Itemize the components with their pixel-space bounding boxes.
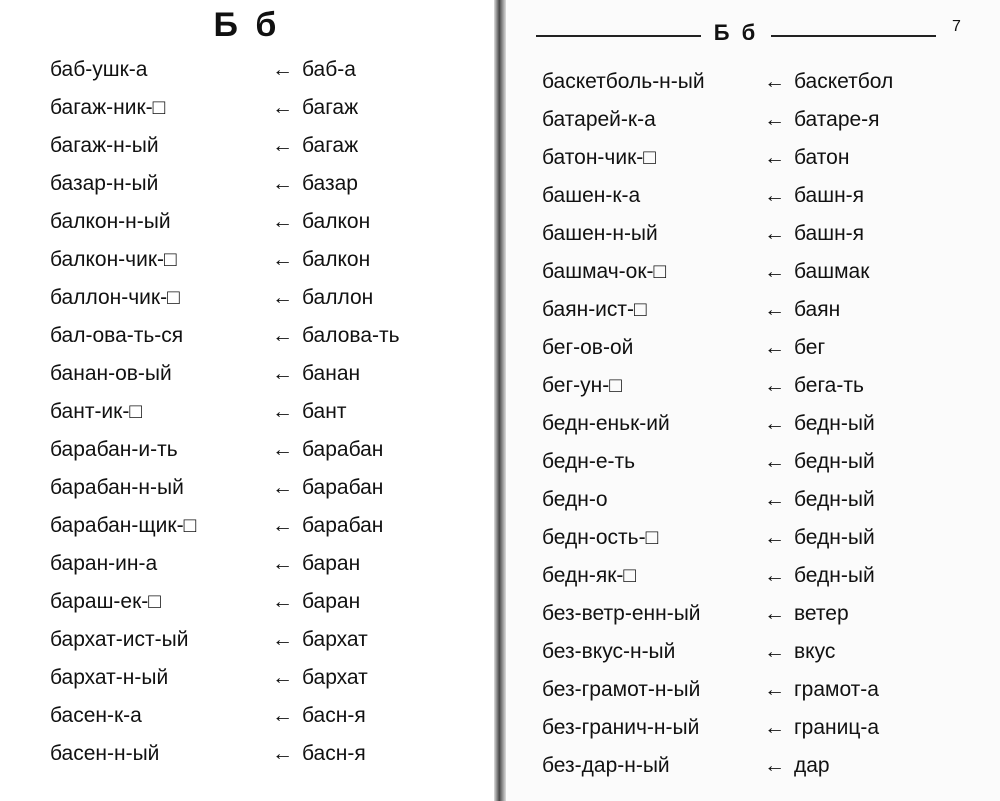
arrow-left-icon: ← <box>272 590 293 613</box>
entry-word: багаж-ник-□ <box>50 96 166 119</box>
dictionary-entry <box>542 558 982 594</box>
entry-source: баскетбол <box>794 70 894 93</box>
dictionary-entry <box>542 178 982 214</box>
arrow-left-icon: ← <box>272 58 293 81</box>
dictionary-entry <box>50 166 470 202</box>
entry-word: балкон-чик-□ <box>50 248 177 271</box>
arrow-left-icon: ← <box>272 400 293 423</box>
entry-source: бег <box>794 336 826 359</box>
dictionary-entry <box>542 748 982 784</box>
arrow-left-icon: ← <box>764 260 785 283</box>
entry-word: батон-чик-□ <box>542 146 656 169</box>
arrow-left-icon: ← <box>272 666 293 689</box>
entry-source: баран <box>302 590 361 613</box>
entry-word: без-ветр-енн-ый <box>542 602 701 625</box>
entry-word: барабан-щик-□ <box>50 514 197 537</box>
entry-word: базар-н-ый <box>50 172 159 195</box>
dictionary-entry <box>50 128 470 164</box>
dictionary-entry <box>542 672 982 708</box>
entry-source: басн-я <box>302 742 366 765</box>
entry-word: бедн-еньк-ий <box>542 412 670 435</box>
entry-word: баскетболь-н-ый <box>542 70 705 93</box>
entry-source: банан <box>302 362 361 385</box>
arrow-left-icon: ← <box>272 552 293 575</box>
entry-source: башмак <box>794 260 870 283</box>
entry-source: бедн-ый <box>794 526 875 549</box>
arrow-left-icon: ← <box>764 640 785 663</box>
dictionary-entry <box>542 292 982 328</box>
entry-word: бег-ун-□ <box>542 374 622 397</box>
book-gutter <box>494 0 506 801</box>
entry-source: балкон <box>302 210 371 233</box>
dictionary-entry <box>50 318 470 354</box>
dictionary-entry <box>50 584 470 620</box>
entry-word: баб-ушк-а <box>50 58 148 81</box>
arrow-left-icon: ← <box>272 134 293 157</box>
entry-source: баран <box>302 552 361 575</box>
dictionary-entry <box>50 736 470 772</box>
entry-word: бедн-о <box>542 488 608 511</box>
dictionary-entry <box>50 546 470 582</box>
arrow-left-icon: ← <box>272 210 293 233</box>
entry-source: батаре-я <box>794 108 880 131</box>
dictionary-entry <box>50 432 470 468</box>
entry-word: без-вкус-н-ый <box>542 640 676 663</box>
dictionary-entry <box>542 710 982 746</box>
dictionary-entry <box>542 368 982 404</box>
arrow-left-icon: ← <box>272 96 293 119</box>
dictionary-entry <box>50 90 470 126</box>
arrow-left-icon: ← <box>272 476 293 499</box>
entry-word: без-гранич-н-ый <box>542 716 700 739</box>
entry-word: бархат-н-ый <box>50 666 169 689</box>
arrow-left-icon: ← <box>764 336 785 359</box>
arrow-left-icon: ← <box>272 172 293 195</box>
entry-word: балкон-н-ый <box>50 210 171 233</box>
entry-source: балова-ть <box>302 324 400 347</box>
entry-word: бант-ик-□ <box>50 400 143 423</box>
dictionary-entry <box>542 634 982 670</box>
entry-source: базар <box>302 172 358 195</box>
arrow-left-icon: ← <box>272 362 293 385</box>
dictionary-entry <box>542 520 982 556</box>
entry-source: бедн-ый <box>794 412 875 435</box>
left-page <box>0 0 494 801</box>
entry-source: баян <box>794 298 841 321</box>
entry-source: бархат <box>302 628 368 651</box>
dictionary-entry <box>542 596 982 632</box>
arrow-left-icon: ← <box>764 450 785 473</box>
entry-source: башн-я <box>794 184 865 207</box>
arrow-left-icon: ← <box>764 108 785 131</box>
arrow-left-icon: ← <box>764 70 785 93</box>
entry-word: башмач-ок-□ <box>542 260 667 283</box>
dictionary-entry <box>542 216 982 252</box>
entry-source: бант <box>302 400 347 423</box>
arrow-left-icon: ← <box>272 438 293 461</box>
entry-word: баллон-чик-□ <box>50 286 180 309</box>
entry-word: башен-к-а <box>542 184 641 207</box>
entry-word: басен-н-ый <box>50 742 160 765</box>
entry-source: границ-а <box>794 716 880 739</box>
dictionary-entry <box>542 140 982 176</box>
arrow-left-icon: ← <box>764 298 785 321</box>
dictionary-entry <box>50 280 470 316</box>
entry-word: без-грамот-н-ый <box>542 678 701 701</box>
entry-word: бедн-ость-□ <box>542 526 659 549</box>
entry-word: банан-ов-ый <box>50 362 172 385</box>
entry-word: бархат-ист-ый <box>50 628 189 651</box>
arrow-left-icon: ← <box>272 248 293 271</box>
arrow-left-icon: ← <box>764 754 785 777</box>
dictionary-entry <box>50 52 470 88</box>
entry-source: бархат <box>302 666 368 689</box>
dictionary-entry <box>542 406 982 442</box>
arrow-left-icon: ← <box>764 488 785 511</box>
arrow-left-icon: ← <box>764 222 785 245</box>
entry-source: бега-ть <box>794 374 864 397</box>
dictionary-entry <box>50 622 470 658</box>
dictionary-entry <box>50 508 470 544</box>
left-page-header: Б б <box>213 6 281 44</box>
entry-word: бег-ов-ой <box>542 336 634 359</box>
arrow-left-icon: ← <box>764 412 785 435</box>
entry-source: башн-я <box>794 222 865 245</box>
entry-source: багаж <box>302 96 359 119</box>
entry-word: барабан-и-ть <box>50 438 178 461</box>
entry-source: багаж <box>302 134 359 157</box>
arrow-left-icon: ← <box>272 704 293 727</box>
dictionary-entry <box>542 482 982 518</box>
entry-word: без-дар-н-ый <box>542 754 670 777</box>
arrow-left-icon: ← <box>764 374 785 397</box>
arrow-left-icon: ← <box>764 526 785 549</box>
entry-source: бедн-ый <box>794 564 875 587</box>
entry-word: батарей-к-а <box>542 108 656 131</box>
dictionary-entry <box>542 102 982 138</box>
entry-source: дар <box>794 754 830 777</box>
entry-source: вкус <box>794 640 836 663</box>
entry-source: ветер <box>794 602 849 625</box>
dictionary-entry <box>50 698 470 734</box>
entry-source: грамот-а <box>794 678 879 701</box>
dictionary-entry <box>50 394 470 430</box>
arrow-left-icon: ← <box>272 514 293 537</box>
entry-word: бал-ова-ть-ся <box>50 324 184 347</box>
page-number: 7 <box>952 18 961 35</box>
dictionary-entry <box>542 330 982 366</box>
entry-word: бедн-як-□ <box>542 564 637 587</box>
dictionary-entry <box>542 254 982 290</box>
right-page-header <box>536 20 936 50</box>
arrow-left-icon: ← <box>272 628 293 651</box>
entry-source: балкон <box>302 248 371 271</box>
arrow-left-icon: ← <box>764 564 785 587</box>
entry-source: баллон <box>302 286 374 309</box>
entry-word: башен-н-ый <box>542 222 658 245</box>
arrow-left-icon: ← <box>764 678 785 701</box>
dictionary-entry <box>542 444 982 480</box>
entry-source: баб-а <box>302 58 356 81</box>
entry-word: бедн-е-ть <box>542 450 636 473</box>
entry-word: баян-ист-□ <box>542 298 647 321</box>
entry-source: бедн-ый <box>794 488 875 511</box>
entry-source: барабан <box>302 438 384 461</box>
right-page <box>506 0 1000 801</box>
arrow-left-icon: ← <box>272 324 293 347</box>
dictionary-entry <box>542 64 982 100</box>
arrow-left-icon: ← <box>764 716 785 739</box>
arrow-left-icon: ← <box>272 742 293 765</box>
right-page-header-label: Б б <box>713 20 759 45</box>
dictionary-entry <box>50 356 470 392</box>
entry-word: багаж-н-ый <box>50 134 159 157</box>
dictionary-entry <box>50 660 470 696</box>
dictionary-entry <box>50 470 470 506</box>
entry-source: батон <box>794 146 850 169</box>
arrow-left-icon: ← <box>764 146 785 169</box>
arrow-left-icon: ← <box>764 602 785 625</box>
entry-word: баран-ин-а <box>50 552 158 575</box>
dictionary-entry <box>50 242 470 278</box>
entry-source: басн-я <box>302 704 366 727</box>
arrow-left-icon: ← <box>764 184 785 207</box>
entry-word: басен-к-а <box>50 704 142 727</box>
arrow-left-icon: ← <box>272 286 293 309</box>
dictionary-entry <box>50 204 470 240</box>
entry-source: барабан <box>302 476 384 499</box>
entry-source: барабан <box>302 514 384 537</box>
entry-word: бараш-ек-□ <box>50 590 161 613</box>
entry-source: бедн-ый <box>794 450 875 473</box>
entry-word: барабан-н-ый <box>50 476 184 499</box>
